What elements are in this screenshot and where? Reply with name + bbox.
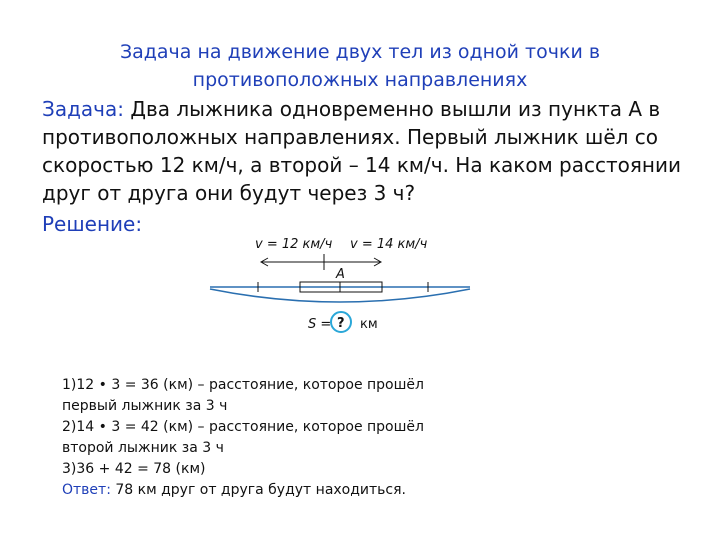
solution-steps [62,375,462,501]
problem-label: Задача: [42,97,124,121]
problem-line-1 [42,95,682,123]
step-1-cont: первый лыжник за 3 ч [62,398,228,414]
answer-text: 78 км друг от друга будут находиться. [115,482,406,498]
answer-line [62,480,462,501]
motion-diagram [200,232,490,342]
point-a-label: A [336,267,345,282]
velocity-2-label: v = 14 км/ч [350,237,428,252]
step-2: 2)14 • 3 = 42 (км) – расстояние, которое прошёл [62,419,424,435]
velocity-1-label: v = 12 км/ч [255,237,333,252]
answer-label: Ответ: [62,482,111,498]
step-1: 1)12 • 3 = 36 (км) – расстояние, которое прошёл [62,377,424,393]
step-2-cont: второй лыжник за 3 ч [62,440,224,456]
distance-unit: км [360,317,378,332]
step-3: 3)36 + 42 = 78 (км) [62,461,206,477]
problem-line-2: противоположных направлениях. Первый лыжник шёл со [42,125,659,149]
title-line-2: противоположных направлениях [192,69,528,91]
solution-label: Решение: [42,212,143,236]
title-line-1: Задача на движение двух тел из одной точки в [119,41,601,63]
problem-line-4: друг от друга они будут через 3 ч? [42,181,416,205]
problem-text-1: Два лыжника одновременно вышли из пункта А в [130,97,661,121]
problem-statement [42,95,682,207]
unknown-mark: ? [337,316,345,331]
slide-title [80,38,640,94]
problem-line-3: скоростью 12 км/ч, а второй – 14 км/ч. На каком расстоянии [42,153,681,177]
distance-label: S = [308,317,332,332]
